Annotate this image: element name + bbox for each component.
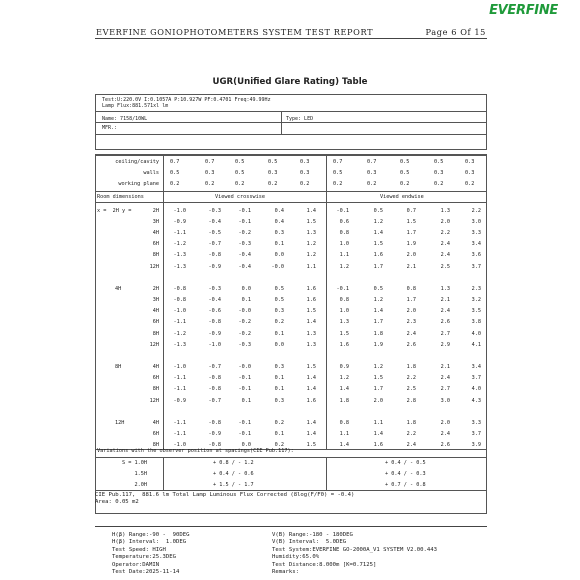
param-label: working plane [118,181,159,187]
ugr-value: 1.3 [339,319,349,326]
ugr-value: 0.1 [274,386,284,393]
ugr-value: 2.2 [471,208,481,214]
ugr-value: -0.0 [238,308,251,315]
room-y: 8H [152,252,159,259]
ugr-value: -0.1 [238,386,251,393]
ugr-value: 1.7 [373,263,383,270]
ugr-value: -1.0 [173,442,186,449]
ugr-value: -1.1 [173,420,186,427]
ugr-value: 1.3 [306,341,316,348]
ugr-value: -0.3 [238,341,251,348]
ugr-value: 0.8 [339,420,349,427]
ugr-value: -0.6 [208,308,221,315]
ugr-value: -0.8 [208,386,221,393]
ugr-value: 1.5 [373,241,383,248]
ugr-value: 0.1 [274,431,284,438]
ugr-value: -0.4 [238,263,251,270]
report-title: EVERFINE GONIOPHOTOMETERS SYSTEM TEST REPORT [96,27,374,37]
ugr-value: 0.1 [241,297,251,304]
param-value: 0.7 [170,159,180,165]
param-value: 0.5 [400,170,410,176]
ugr-value: -0.8 [208,375,221,382]
crosswise-variation: + 1.5 / - 1.7 [213,482,254,488]
ugr-value: 1.3 [306,330,316,337]
ugr-value: -0.1 [336,208,349,214]
ugr-value: -1.3 [173,341,186,348]
ugr-value: 2.4 [440,241,450,248]
ugr-value: 0.4 [274,219,284,226]
ugr-value: 1.3 [440,286,450,293]
ugr-value: 0.2 [274,319,284,326]
ugr-value: -1.1 [173,386,186,393]
ugr-value: -0.9 [208,263,221,270]
room-y: 8H [152,330,159,337]
footer-right-line: Remarks: [272,569,299,575]
ugr-value: -0.8 [208,420,221,427]
ugr-value: -0.8 [208,442,221,449]
ugr-value: 2.2 [406,375,416,382]
ugr-value: 1.5 [306,308,316,315]
ugr-value: 3.7 [471,263,481,270]
ugr-value: 2.0 [406,308,416,315]
param-value: 0.3 [465,159,475,165]
room-y: 12H [149,263,159,270]
ugr-value: -0.8 [208,319,221,326]
crosswise-variation: + 0.8 / - 1.2 [213,460,254,466]
ugr-value: 1.2 [306,241,316,248]
ugr-value: 0.2 [274,420,284,427]
ugr-value: 3.6 [471,252,481,259]
spacing-label: 2.0H [134,482,147,488]
ugr-value: 1.7 [373,319,383,326]
lamp-flux: Lamp Flux:881.571xl lm [102,103,169,109]
ugr-value: 3.4 [471,364,481,371]
ugr-value: 1.4 [306,319,316,326]
ugr-value: 0.5 [373,286,383,293]
endwise-variation: + 0.4 / - 0.5 [385,460,426,466]
endwise-label: Viewed endwise [380,194,424,200]
ugr-value: 1.2 [339,375,349,382]
ugr-value: 1.2 [373,219,383,226]
luminaire-type: Type: LED [286,116,314,122]
ugr-value: 2.4 [440,431,450,438]
ugr-value: 0.0 [274,252,284,259]
ugr-value: -0.9 [208,431,221,438]
room-x: 4H [115,286,122,293]
room-y: 12H [149,341,159,348]
ugr-value: 3.7 [471,431,481,438]
ugr-value: 2.4 [406,330,416,337]
param-value: 0.3 [300,159,310,165]
variations-title: Variations with the observer position at spacings(CIE Pub.117): [97,448,294,454]
ugr-value: 1.2 [306,252,316,259]
ugr-value: -0.2 [238,330,251,337]
footer-right-line: Test Distance:8.000m [K=0.7125] [272,561,377,568]
ugr-value: 0.1 [274,330,284,337]
ugr-value: 1.1 [339,431,349,438]
ugr-value: -1.1 [173,375,186,382]
ugr-value: -0.8 [173,297,186,304]
ugr-value: 1.8 [373,330,383,337]
ugr-value: -1.0 [208,341,221,348]
ugr-value: 1.4 [373,431,383,438]
endwise-variation: + 0.7 / - 0.8 [385,482,426,488]
ugr-value: 1.8 [339,397,349,404]
param-value: 0.5 [268,159,278,165]
ugr-value: 1.4 [306,386,316,393]
param-value: 0.3 [367,170,377,176]
param-label: walls [143,170,159,176]
ugr-value: -0.3 [208,208,221,214]
ugr-value: 1.5 [306,442,316,449]
param-value: 0.7 [367,159,377,165]
ugr-value: -1.2 [173,330,186,337]
ugr-value: 2.6 [440,442,450,449]
footer-left-line: Test Speed: HIGH [112,546,166,553]
param-label: ceiling/cavity [115,159,159,165]
ugr-value: 2.4 [440,308,450,315]
ugr-value: 1.5 [306,219,316,226]
param-value: 0.5 [235,159,245,165]
ugr-value: -0.7 [208,241,221,248]
ugr-value: 3.3 [471,230,481,237]
ugr-value: 2.4 [406,442,416,449]
room-y: 6H [152,241,159,248]
room-y: 6H [152,431,159,438]
ugr-value: -0.1 [336,286,349,293]
ugr-value: 2.0 [406,252,416,259]
room-x: 12H [115,420,125,427]
ugr-value: 2.5 [406,386,416,393]
param-value: 0.5 [235,170,245,176]
ugr-value: 2.3 [471,286,481,293]
ugr-value: 1.4 [306,375,316,382]
ugr-value: 1.9 [373,341,383,348]
ugr-value: 1.2 [339,263,349,270]
ugr-value: 1.6 [373,442,383,449]
footer-rule [95,526,487,527]
ugr-value: 2.6 [406,341,416,348]
ugr-value: 1.6 [339,341,349,348]
ugr-value: 1.7 [406,230,416,237]
info-box [95,94,487,150]
room-dimensions-label: Room dimensions [97,194,144,200]
ugr-value: 2.4 [440,375,450,382]
ugr-value: 1.4 [339,386,349,393]
crosswise-variation: + 0.4 / - 0.6 [213,471,254,477]
ugr-value: 0.1 [241,397,251,404]
ugr-value: 1.4 [306,208,316,214]
param-value: 0.2 [367,181,377,187]
param-value: 0.2 [268,181,278,187]
room-y: 3H [152,219,159,226]
ugr-value: -0.1 [238,420,251,427]
ugr-value: 0.8 [406,286,416,293]
param-value: 0.5 [170,170,180,176]
param-value: 0.3 [268,170,278,176]
table-title: UGR(Unified Glare Rating) Table [212,77,368,87]
ugr-value: 1.0 [339,241,349,248]
ugr-value: -0.2 [238,230,251,237]
ugr-value: 2.6 [440,319,450,326]
ugr-value: -0.9 [208,330,221,337]
spacing-label: 1.5H [134,471,147,477]
ugr-value: 1.5 [373,375,383,382]
ugr-value: -0.7 [208,364,221,371]
ugr-value: 0.3 [274,308,284,315]
ugr-value: 2.9 [440,341,450,348]
ugr-value: 3.9 [471,442,481,449]
ugr-value: -0.0 [271,263,284,270]
ugr-value: 2.1 [440,364,450,371]
ugr-value: 2.1 [406,263,416,270]
ugr-value: 2.0 [373,397,383,404]
room-y: 3H [152,297,159,304]
footer-left-line: H(β) Range:-90 - 90DEG [112,532,190,538]
room-y: 4H [152,230,159,237]
ugr-value: 3.4 [471,241,481,248]
ugr-value: 3.7 [471,375,481,382]
ugr-value: 1.6 [306,297,316,304]
ugr-value: 1.5 [306,364,316,371]
ugr-value: 0.8 [339,297,349,304]
ugr-value: 1.2 [373,364,383,371]
ugr-value: 2.8 [406,397,416,404]
ugr-value: 0.3 [274,397,284,404]
ugr-value: 4.0 [471,330,481,337]
ugr-value: 0.2 [274,442,284,449]
ugr-value: 1.5 [339,330,349,337]
crosswise-label: Viewed crosswise [215,194,265,200]
footer-left-line: Operator:DAMIN [112,561,160,568]
ugr-value: 1.1 [373,420,383,427]
ugr-value: 0.0 [274,341,284,348]
test-conditions: Test:U:220.0V I:0.1057A P:10.927W PF:0.4701 Freq:49.99Hz [102,97,271,103]
room-y: 2H [152,208,159,214]
param-value: 0.5 [434,159,444,165]
ugr-value: 2.0 [440,420,450,427]
ugr-value: -0.1 [238,208,251,214]
ugr-grid [95,154,487,514]
ugr-value: 1.3 [306,230,316,237]
ugr-value: 1.8 [406,420,416,427]
ugr-value: 4.3 [471,397,481,404]
ugr-value: 1.2 [373,297,383,304]
param-value: 0.3 [465,170,475,176]
ugr-value: 1.1 [306,263,316,270]
room-y: 2H [152,286,159,293]
report-header [96,27,486,37]
param-value: 0.2 [400,181,410,187]
ugr-value: -0.1 [238,375,251,382]
footer-right-line: Test System:EVERFINE GO-2000A_V1 SYSTEM V2.00.443 [272,546,438,553]
ugr-value: 2.5 [440,263,450,270]
param-value: 0.5 [333,170,343,176]
ugr-value: 2.7 [440,386,450,393]
room-x: x = 2H y = [97,208,132,214]
footer-right-line: V(B) Range:-180 - 180DEG [272,532,353,538]
ugr-value: 1.8 [406,364,416,371]
ugr-value: 2.3 [406,319,416,326]
ugr-value: 1.4 [373,308,383,315]
room-y: 6H [152,375,159,382]
param-value: 0.3 [300,170,310,176]
ugr-value: 3.0 [440,397,450,404]
footer-right-line: Humidity:65.0% [272,554,320,561]
ugr-value: 0.4 [274,208,284,214]
ugr-value: -0.4 [238,252,251,259]
manufacturer: MFR.: [102,125,118,131]
ugr-value: 3.8 [471,319,481,326]
ugr-value: 1.6 [306,397,316,404]
footer-left-line: Temperature:25.3DEG [112,554,176,561]
ugr-value: 0.0 [241,442,251,449]
ugr-value: -1.0 [173,208,186,214]
ugr-value: 2.7 [440,330,450,337]
ugr-value: 2.4 [440,252,450,259]
room-y: 4H [152,364,159,371]
ugr-value: -0.2 [238,319,251,326]
ugr-value: -0.1 [238,219,251,226]
ugr-value: -0.3 [208,286,221,293]
ugr-value: 3.5 [471,308,481,315]
ugr-value: 1.6 [373,252,383,259]
ugr-value: -0.0 [238,364,251,371]
ugr-value: -1.1 [173,319,186,326]
room-y: 8H [152,442,159,449]
luminaire-name: Name: 7158/10WL [102,116,148,122]
ugr-value: -0.3 [238,241,251,248]
ugr-value: -0.4 [208,219,221,226]
ugr-value: -0.8 [208,252,221,259]
param-value: 0.2 [235,181,245,187]
ugr-value: -1.1 [173,431,186,438]
room-y: 4H [152,420,159,427]
param-value: 0.2 [170,181,180,187]
ugr-value: 3.2 [471,297,481,304]
ugr-value: 1.4 [373,230,383,237]
param-value: 0.2 [300,181,310,187]
spacing-label: S = 1.0H [122,460,147,466]
ugr-value: 1.5 [406,219,416,226]
ugr-value: 1.7 [406,297,416,304]
ugr-value: 0.6 [339,219,349,226]
ugr-value: 3.3 [471,420,481,427]
ugr-value: 0.9 [339,364,349,371]
footer-right-line: V(B) Interval: 5.0DEG [272,539,347,546]
ugr-value: 0.3 [274,364,284,371]
ugr-value: -0.8 [173,286,186,293]
ugr-value: 3.0 [471,219,481,226]
ugr-value: 1.6 [306,286,316,293]
ugr-value: -1.0 [173,364,186,371]
area-note: Area: 0.05 m2 [95,499,139,505]
param-value: 0.7 [333,159,343,165]
param-value: 0.3 [205,170,215,176]
ugr-value: 2.2 [406,431,416,438]
room-y: 6H [152,319,159,326]
ugr-value: 2.1 [440,297,450,304]
ugr-value: 1.3 [440,208,450,214]
ugr-value: 2.2 [440,230,450,237]
param-value: 0.5 [400,159,410,165]
ugr-value: 1.0 [339,308,349,315]
ugr-value: 2.0 [440,219,450,226]
ugr-value: -1.2 [173,241,186,248]
ugr-value: 1.4 [306,420,316,427]
param-value: 0.2 [205,181,215,187]
header-rule [95,38,487,39]
param-value: 0.2 [434,181,444,187]
ugr-value: -0.1 [238,431,251,438]
flux-note: CIE Pub.117, 881.6 lm Total Lamp Luminous Flux Corrected (8log(F/F0) = -0.4) [95,492,355,498]
ugr-value: 0.8 [339,230,349,237]
page-number: Page 6 Of 15 [425,27,486,37]
param-value: 0.2 [333,181,343,187]
param-value: 0.2 [465,181,475,187]
ugr-value: -0.5 [208,230,221,237]
ugr-value: 0.0 [241,286,251,293]
ugr-value: -1.3 [173,252,186,259]
ugr-value: 0.7 [406,208,416,214]
ugr-value: 4.1 [471,341,481,348]
param-value: 0.3 [434,170,444,176]
ugr-value: 1.1 [339,252,349,259]
param-value: 0.7 [205,159,215,165]
ugr-value: 1.4 [339,442,349,449]
room-y: 8H [152,386,159,393]
everfine-logo: EVERFINE [489,3,558,18]
ugr-value: 4.0 [471,386,481,393]
ugr-value: -1.0 [173,308,186,315]
room-y: 12H [149,397,159,404]
room-y: 4H [152,308,159,315]
ugr-value: 0.1 [274,241,284,248]
ugr-value: 0.3 [274,230,284,237]
ugr-value: 0.5 [373,208,383,214]
endwise-variation: + 0.4 / - 0.3 [385,471,426,477]
room-x: 8H [115,364,122,371]
ugr-value: 0.5 [274,286,284,293]
footer-left-line: Test Date:2025-11-14 [112,569,180,575]
ugr-value: -0.7 [208,397,221,404]
ugr-value: 0.5 [274,297,284,304]
footer-left-line: H(β) Interval: 1.0DEG [112,539,187,546]
ugr-value: -0.9 [173,219,186,226]
ugr-value: 1.7 [373,386,383,393]
ugr-value: 1.9 [406,241,416,248]
ugr-value: -0.4 [208,297,221,304]
ugr-value: -1.3 [173,263,186,270]
ugr-value: 0.1 [274,375,284,382]
ugr-value: -1.1 [173,230,186,237]
ugr-value: -0.9 [173,397,186,404]
ugr-value: 1.4 [306,431,316,438]
